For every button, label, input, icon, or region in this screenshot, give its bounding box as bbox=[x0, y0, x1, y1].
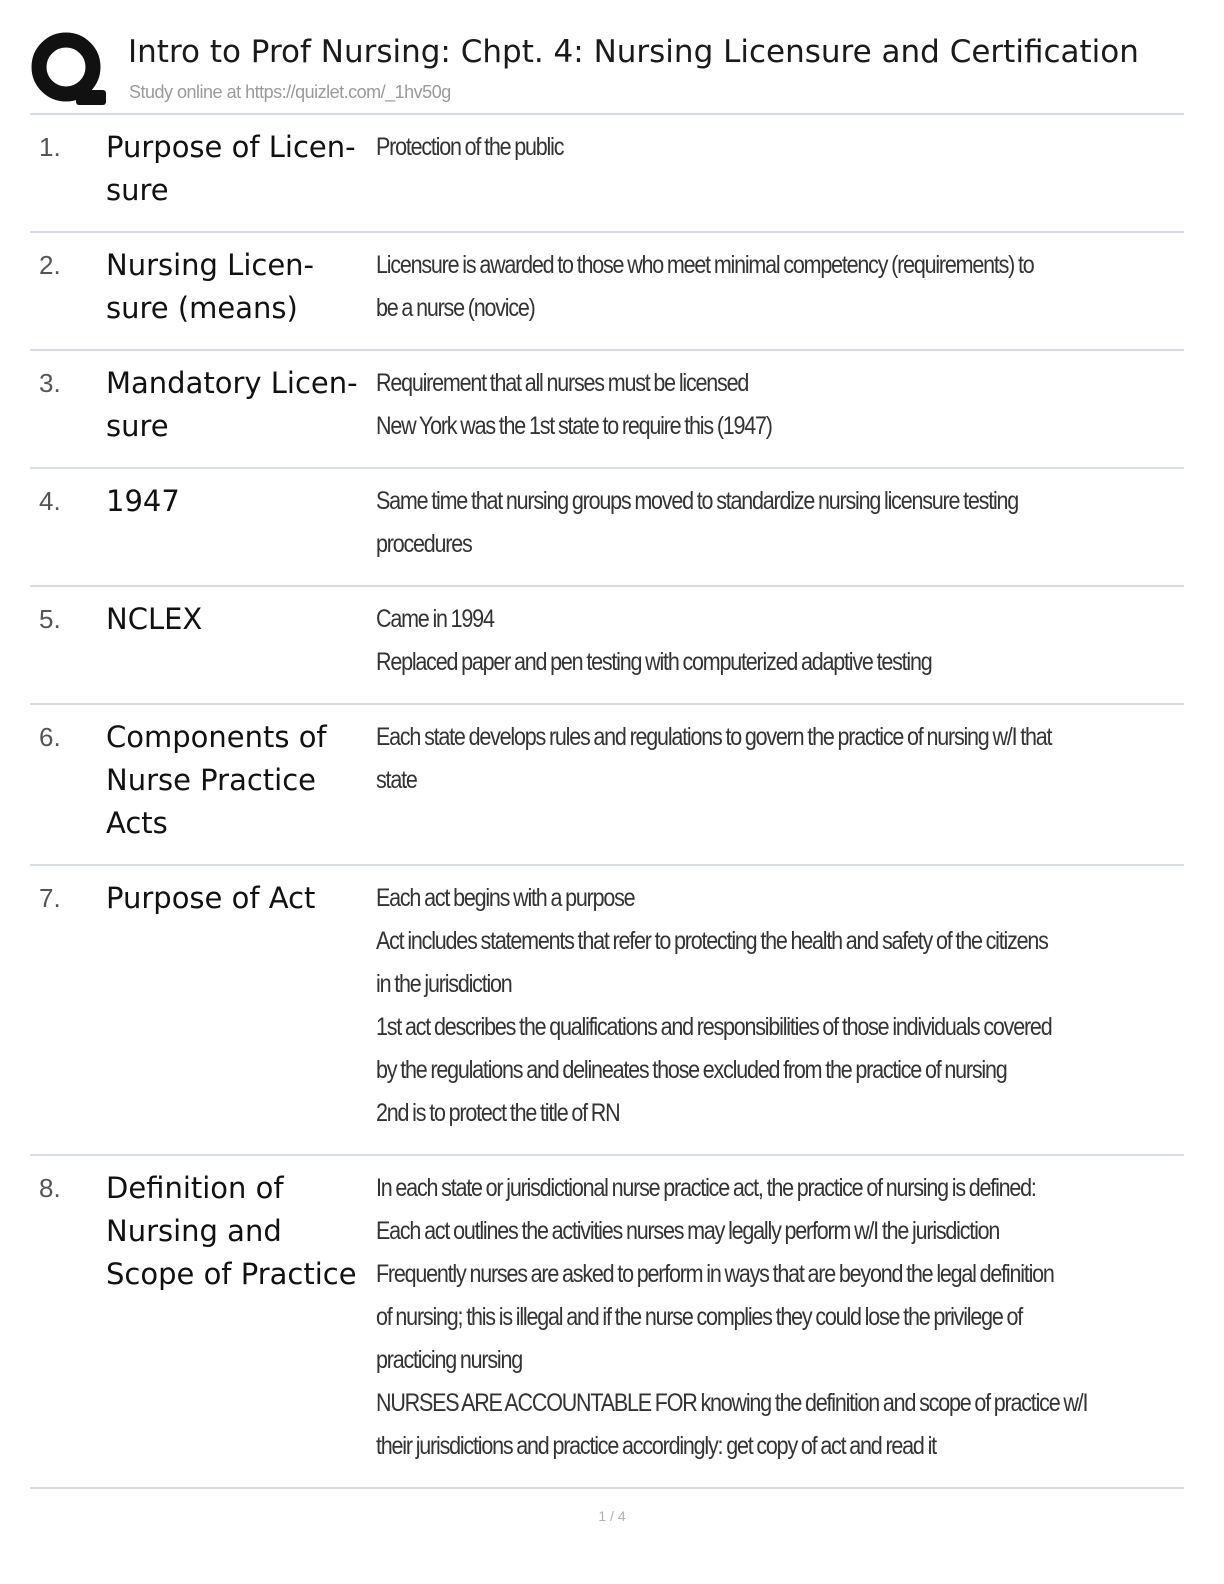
card-definition-line: Each state develops rules and regulations to govern the practice of nursing w/I that bbox=[376, 723, 1052, 751]
card-definition bbox=[376, 362, 1181, 467]
flashcard-row bbox=[30, 115, 1184, 233]
card-term bbox=[106, 244, 376, 349]
card-term-line: sure bbox=[106, 409, 169, 443]
card-term-line: sure (means) bbox=[106, 291, 298, 325]
flashcard-row bbox=[30, 866, 1184, 1156]
card-number: 3. bbox=[39, 368, 61, 398]
card-term-line: Nurse Practice bbox=[106, 763, 316, 797]
card-term-line: NCLEX bbox=[106, 602, 203, 636]
card-definition-line: of nursing; this is illegal and if the nurse complies they could lose the privilege of bbox=[376, 1303, 1023, 1331]
card-term-line: Components of bbox=[106, 720, 327, 754]
card-definition-line: Licensure is awarded to those who meet minimal competency (requirements) to bbox=[376, 251, 1034, 279]
card-definition-line: 1st act describes the qualifications and responsibilities of those individuals covered bbox=[376, 1013, 1052, 1041]
card-term bbox=[106, 877, 376, 1154]
card-term bbox=[106, 480, 376, 585]
card-term bbox=[106, 598, 376, 703]
quizlet-logo bbox=[30, 30, 108, 108]
flashcard-row bbox=[30, 233, 1184, 351]
card-definition-line: in the jurisdiction bbox=[376, 970, 512, 998]
card-definition-line: Same time that nursing groups moved to standardize nursing licensure testing bbox=[376, 487, 1019, 515]
card-term bbox=[106, 716, 376, 864]
flashcard-list bbox=[30, 115, 1184, 1489]
flashcard-row bbox=[30, 469, 1184, 587]
card-number: 1. bbox=[39, 132, 61, 162]
card-definition-line: Frequently nurses are asked to perform in ways that are beyond the legal definition bbox=[376, 1260, 1054, 1288]
card-definition-line: Requirement that all nurses must be licensed bbox=[376, 369, 749, 397]
page-title: Intro to Prof Nursing: Chpt. 4: Nursing Licensure and Certification bbox=[128, 34, 1139, 70]
card-definition-line: In each state or jurisdictional nurse practice act, the practice of nursing is defined: bbox=[376, 1174, 1036, 1202]
card-definition-line: Replaced paper and pen testing with computerized adaptive testing bbox=[376, 648, 932, 676]
page-number: 1 / 4 bbox=[598, 1508, 626, 1524]
card-number: 6. bbox=[39, 722, 61, 752]
flashcard-row bbox=[30, 705, 1184, 866]
card-definition bbox=[376, 126, 1181, 231]
card-definition-line: procedures bbox=[376, 530, 472, 558]
card-term bbox=[106, 1167, 376, 1487]
card-number: 8. bbox=[39, 1173, 61, 1203]
card-definition-line: Act includes statements that refer to protecting the health and safety of the citizens bbox=[376, 927, 1048, 955]
study-online-link[interactable]: Study online at https://quizlet.com/_1hv50g bbox=[129, 82, 451, 102]
card-definition-line: be a nurse (novice) bbox=[376, 294, 535, 322]
card-number: 2. bbox=[39, 250, 61, 280]
card-term bbox=[106, 362, 376, 467]
card-term-line: Nursing and bbox=[106, 1214, 282, 1248]
card-term-line: Purpose of Licen- bbox=[106, 130, 356, 164]
card-definition-line: practicing nursing bbox=[376, 1346, 522, 1374]
card-term-line: sure bbox=[106, 173, 169, 207]
card-definition-line: Each act begins with a purpose bbox=[376, 884, 635, 912]
card-term-line: Nursing Licen- bbox=[106, 248, 315, 282]
card-definition-line: state bbox=[376, 766, 417, 794]
card-definition bbox=[376, 1167, 1181, 1487]
card-definition-line: 2nd is to protect the title of RN bbox=[376, 1099, 620, 1127]
card-number: 5. bbox=[39, 604, 61, 634]
card-number: 7. bbox=[39, 883, 61, 913]
flashcard-row bbox=[30, 587, 1184, 705]
card-definition-line: by the regulations and delineates those excluded from the practice of nursing bbox=[376, 1056, 1007, 1084]
card-definition-line: Came in 1994 bbox=[376, 605, 494, 633]
card-definition-line: NURSES ARE ACCOUNTABLE FOR knowing the definition and scope of practice w/I bbox=[376, 1389, 1088, 1417]
card-definition-line: Protection of the public bbox=[376, 133, 564, 161]
card-number: 4. bbox=[39, 486, 61, 516]
card-definition-line: New York was the 1st state to require this (1947) bbox=[376, 412, 772, 440]
card-definition bbox=[376, 480, 1181, 585]
card-term-line: Acts bbox=[106, 806, 168, 840]
card-term-line: Definition of bbox=[106, 1171, 284, 1205]
card-definition bbox=[376, 716, 1181, 864]
flashcard-row bbox=[30, 351, 1184, 469]
card-term-line: 1947 bbox=[106, 484, 180, 518]
card-term-line: Mandatory Licen- bbox=[106, 366, 358, 400]
card-definition-line: Each act outlines the activities nurses may legally perform w/I the jurisdiction bbox=[376, 1217, 1000, 1245]
card-term-line: Purpose of Act bbox=[106, 881, 316, 915]
card-term bbox=[106, 126, 376, 231]
card-term-line: Scope of Practice bbox=[106, 1257, 357, 1291]
card-definition bbox=[376, 877, 1181, 1154]
card-definition-line: their jurisdictions and practice accordingly: get copy of act and read it bbox=[376, 1432, 936, 1460]
card-definition bbox=[376, 598, 1181, 703]
flashcard-row bbox=[30, 1156, 1184, 1489]
card-definition bbox=[376, 244, 1181, 349]
